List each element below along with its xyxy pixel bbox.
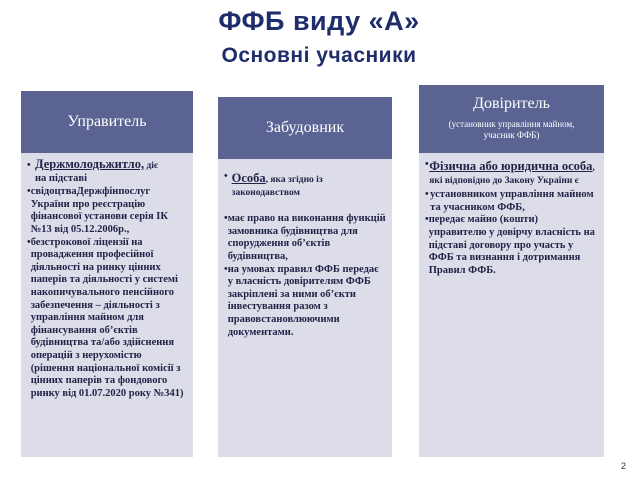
slide-subtitle: Основні учасники: [221, 44, 417, 67]
list-item: • безстрокової ліцензії на провадження професійної діяльності на ринку цінних паперів та діяльності у системі накопичувального пенсійного забезпечення – діяльності з управління майном для фінансування об’єктів будівництва та/або здійснення операцій з нерухомістю (рішення національної комісії з цінних паперів та фондового ринку від 01.07.2020 року №341): [27, 237, 187, 401]
column-manager: [21, 91, 193, 457]
slide-title: ФФБ виду «А»: [218, 6, 420, 36]
lead-link[interactable]: Фізична або юридична особа: [429, 159, 593, 173]
item-text: установником управління майном та учасником ФФБ,: [430, 189, 594, 213]
item-text: має право на виконання функцій замовника будівництва для спорудження об’єктів будівництва,: [227, 213, 386, 262]
column-title: Забудовник: [265, 119, 345, 136]
list-item: • установником управління майном та учасником ФФБ,: [425, 189, 598, 214]
list-item: • свідоцтваДержфінпослуг України про реєстрацію фінансової установи серія ІК №13 від 05.12.2006р.,: [27, 186, 187, 236]
list-item: • передає майно (кошти) управителю у довірчу власність на підставі договору про участь у ФФБ та визнання і дотримання Правил ФФБ.: [425, 214, 598, 277]
list-item: • має право на виконання функцій замовника будівництва для спорудження об’єктів будівництва,: [224, 213, 386, 262]
item-text: передає майно (кошти) управителю у довірчу власність на підставі договору про участь у ФФБ та визнання і дотримання Правил ФФБ.: [428, 214, 595, 276]
item-text: свідоцтваДержфінпослуг України про реєстрацію фінансової установи серія ІК №13 від 05.12.2006р.,: [30, 186, 168, 235]
lead-text: • Особа, яка згідно із законодавством: [224, 171, 323, 198]
lead-link[interactable]: Держмолодьжитло,: [35, 157, 145, 171]
lead-rest: , яка згідно із законодавством: [231, 175, 323, 198]
lead-text: • Фізична або юридична особа, які відповідно до Закону України є: [425, 159, 595, 186]
lead-rest: , які відповідно до Закону України є: [429, 163, 595, 186]
column-title: Управитель: [67, 113, 147, 130]
column-header: [218, 97, 392, 159]
lead-link[interactable]: Особа: [231, 171, 266, 185]
lead-line2: на підставі: [35, 172, 87, 184]
column-developer: [218, 97, 392, 457]
column-body: [218, 159, 392, 457]
list-item: • на умовах правил ФФБ передає у власність довірителям ФФБ закріплені за ними об’єкти інвестування разом з правовстановлюючими документами.: [224, 264, 386, 340]
column-title: Довіритель: [473, 95, 550, 112]
page-number: 2: [620, 461, 626, 471]
column-body: [419, 153, 604, 457]
item-text: на умовах правил ФФБ передає у власність довірителям ФФБ закріплені за ними об’єкти інвестування разом з правовстановлюючими документами.: [227, 263, 379, 338]
column-body: [21, 153, 193, 457]
column-trustor: [419, 85, 604, 457]
lead-text: • Держмолодьжитло, діє на підставі: [27, 157, 187, 185]
column-header: [21, 91, 193, 153]
lead-rest: діє: [144, 161, 159, 171]
column-subtitle: (установник управління майном, учасник ФФБ): [448, 119, 575, 140]
column-header: [419, 85, 604, 153]
item-text: безстрокової ліцензії на провадження професійної діяльності на ринку цінних паперів та діяльності у системі накопичувального пенсійного забезпечення – діяльності з управління майном для фінансування об’єктів будівництва та/або здійснення операцій з нерухомістю (рішення національної комісії з цінних паперів та фондового ринку від 01.07.2020 року №341): [30, 236, 184, 399]
